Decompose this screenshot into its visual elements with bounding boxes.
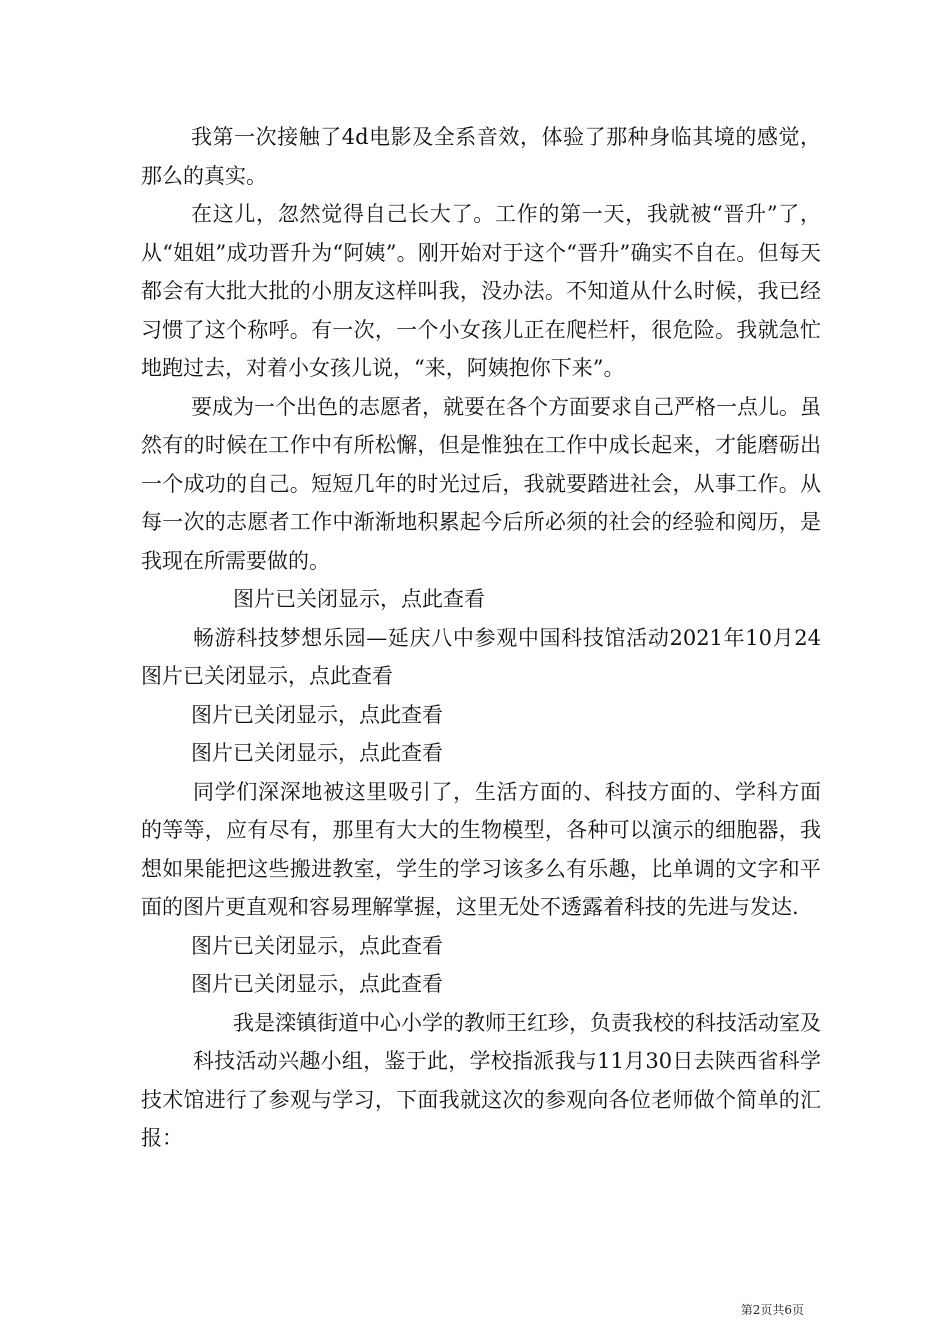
paragraph-promoted-to-auntie: 在这儿，忽然觉得自己长大了。工作的第一天，我就被“晋升”了，从“姐姐”成功晋升为“阿姨”。刚开始对于这个“晋升”确实不自在。但每天都会有大批大批的小朋友这样叫我，没办法。不知道从什么时候，我已经习惯了这个称呼。有一次，一个小女孩儿正在爬栏杆，很危险。我就急忙地跑过去，对着小女孩儿说，“来，阿姨抱你下来”。 [141,202,821,380]
image-placeholder-link[interactable]: 图片已关闭显示，点此查看 [191,933,443,958]
paragraph-science-museum-visit: 畅游科技梦想乐园—延庆八中参观中国科技馆活动2021年10月24图片已关闭显示，点此查看 [141,625,821,688]
paragraph-volunteer: 要成为一个出色的志愿者，就要在各个方面要求自己严格一点儿。虽然有的时候在工作中有所松懈，但是惟独在工作中成长起来，才能磨砺出一个成功的自己。短短几年的时光过后，我就要踏进社会，从事工作。从每一次的志愿者工作中渐渐地积累起今后所必须的社会的经验和阅历，是我现在所需要做的。 [141,394,821,573]
paragraph-4d-movie: 我第一次接触了4d电影及全系音效，体验了那种身临其境的感觉，那么的真实。 [141,125,821,188]
paragraph-report-intro: 科技活动兴趣小组，鉴于此，学校指派我与11月30日去陕西省科学技术馆进行了参观与学习，下面我就这次的参观向各位老师做个简单的汇报： [141,1049,821,1150]
document-body [141,118,821,1158]
image-placeholder-link[interactable]: 图片已关闭显示，点此查看 [191,741,443,765]
paragraph-teacher-intro: 我是滦镇街道中心小学的教师王红珍，负责我校的科技活动室及 [233,1010,821,1035]
image-placeholder-link[interactable]: 图片已关闭显示，点此查看 [191,702,443,727]
page-number-footer: 第2页共6页 [740,1303,804,1317]
paragraph-students-attracted: 同学们深深地被这里吸引了，生活方面的、科技方面的、学科方面的等等，应有尽有，那里有大大的生物模型，各种可以演示的细胞器，我想如果能把这些搬进教室，学生的学习该多么有乐趣，比单调的文字和平面的图片更直观和容易理解掌握，这里无处不透露着科技的先进与发达. [141,779,821,919]
image-placeholder-link[interactable]: 图片已关闭显示，点此查看 [191,972,443,996]
image-placeholder-link[interactable]: 图片已关闭显示，点此查看 [233,587,485,611]
